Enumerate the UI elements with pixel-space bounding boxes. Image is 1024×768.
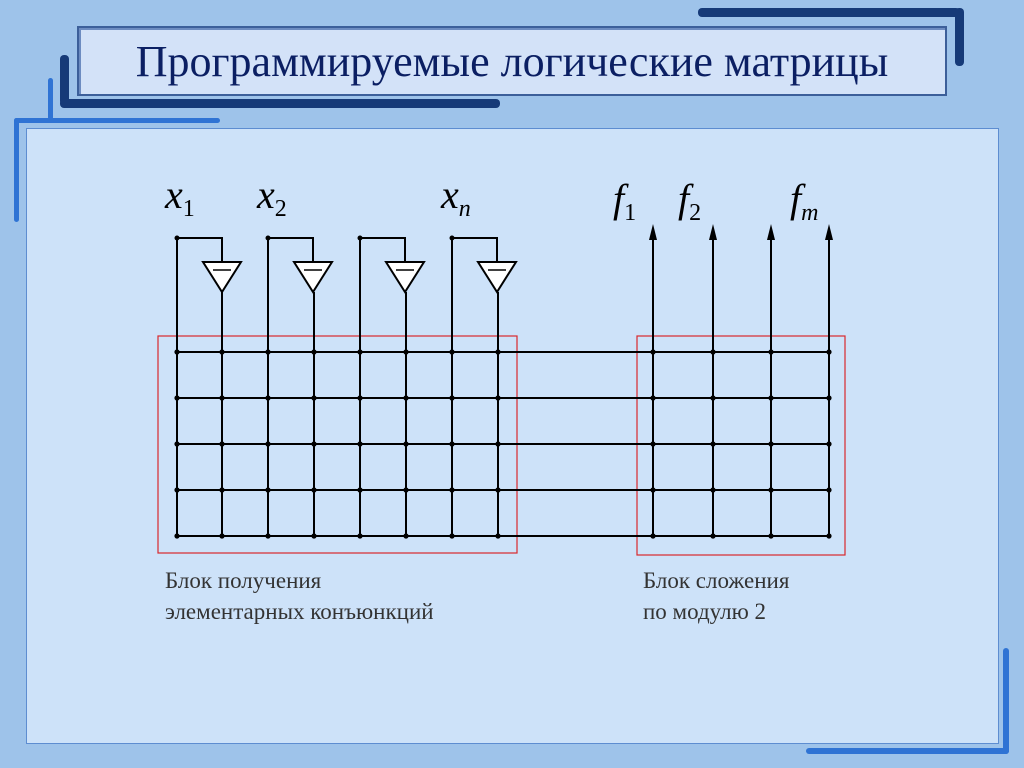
inverter-triangle bbox=[386, 262, 424, 292]
and-matrix-node bbox=[219, 533, 224, 538]
and-matrix-node bbox=[403, 441, 408, 446]
slide-title: Программируемые логические матрицы bbox=[135, 36, 889, 86]
and-block-caption-line-1: Блок получения bbox=[165, 568, 322, 593]
inverter-feed-wire bbox=[177, 238, 222, 262]
inverter-triangle bbox=[203, 262, 241, 292]
xor-matrix-node bbox=[768, 349, 773, 354]
xor-matrix-node bbox=[650, 487, 655, 492]
and-matrix-node bbox=[311, 487, 316, 492]
and-matrix-node bbox=[265, 395, 270, 400]
and-matrix-node bbox=[311, 395, 316, 400]
inverter-feed-wire bbox=[452, 238, 497, 262]
input-label-xn: $x_n$ bbox=[441, 172, 471, 222]
and-matrix-node bbox=[311, 533, 316, 538]
xor-matrix-node bbox=[826, 349, 831, 354]
xor-matrix-node bbox=[768, 487, 773, 492]
and-block-caption bbox=[165, 565, 434, 627]
output-arrow-head bbox=[709, 224, 717, 240]
and-matrix-node bbox=[174, 349, 179, 354]
output-arrow-head bbox=[825, 224, 833, 240]
output-label-f2: $f_2$ bbox=[678, 176, 702, 226]
and-matrix-node bbox=[311, 441, 316, 446]
and-matrix-node bbox=[357, 533, 362, 538]
and-matrix-node bbox=[265, 441, 270, 446]
and-matrix-node bbox=[357, 395, 362, 400]
xor-matrix-node bbox=[650, 533, 655, 538]
inverter-feed-wire bbox=[360, 238, 405, 262]
xor-matrix-node bbox=[710, 487, 715, 492]
output-label-f1: $f_1$ bbox=[613, 176, 637, 226]
and-matrix-node bbox=[449, 533, 454, 538]
and-matrix-node bbox=[174, 395, 179, 400]
and-matrix-node bbox=[219, 395, 224, 400]
output-arrow-head bbox=[767, 224, 775, 240]
and-block-caption-line-2: элементарных конъюнкций bbox=[165, 599, 434, 624]
xor-block-outline bbox=[637, 336, 845, 555]
and-matrix-node bbox=[403, 487, 408, 492]
xor-matrix-node bbox=[826, 441, 831, 446]
xor-matrix-node bbox=[710, 349, 715, 354]
and-matrix-node bbox=[357, 349, 362, 354]
input-label-x2: $x_2$ bbox=[257, 172, 287, 222]
and-matrix-node bbox=[174, 533, 179, 538]
xor-matrix-node bbox=[826, 533, 831, 538]
and-matrix-node bbox=[357, 441, 362, 446]
xor-matrix-node bbox=[650, 349, 655, 354]
and-matrix-node bbox=[403, 533, 408, 538]
output-label-fm: $f_m$ bbox=[790, 176, 819, 226]
and-matrix-node bbox=[265, 487, 270, 492]
and-matrix-node bbox=[449, 487, 454, 492]
and-matrix-node bbox=[449, 395, 454, 400]
and-matrix-node bbox=[219, 441, 224, 446]
inverter-triangle bbox=[478, 262, 516, 292]
xor-block-caption-line-1: Блок сложения bbox=[643, 568, 790, 593]
output-arrow-head bbox=[649, 224, 657, 240]
and-matrix-node bbox=[449, 349, 454, 354]
xor-matrix-node bbox=[826, 487, 831, 492]
and-matrix-node bbox=[174, 487, 179, 492]
xor-matrix-node bbox=[768, 533, 773, 538]
and-matrix-node bbox=[495, 349, 500, 354]
xor-matrix-node bbox=[650, 441, 655, 446]
inverter-triangle bbox=[294, 262, 332, 292]
inverter-feed-wire bbox=[268, 238, 313, 262]
and-matrix-node bbox=[265, 533, 270, 538]
and-matrix-node bbox=[449, 441, 454, 446]
input-label-x1: $x_1$ bbox=[165, 172, 195, 222]
and-matrix-node bbox=[219, 349, 224, 354]
and-matrix-node bbox=[265, 349, 270, 354]
xor-matrix-node bbox=[710, 395, 715, 400]
xor-matrix-node bbox=[826, 395, 831, 400]
and-matrix-node bbox=[357, 487, 362, 492]
and-matrix-node bbox=[403, 349, 408, 354]
and-matrix-node bbox=[174, 441, 179, 446]
xor-block-caption bbox=[643, 565, 789, 627]
and-matrix-node bbox=[495, 487, 500, 492]
and-matrix-node bbox=[219, 487, 224, 492]
and-matrix-node bbox=[495, 533, 500, 538]
and-matrix-node bbox=[403, 395, 408, 400]
xor-matrix-node bbox=[710, 533, 715, 538]
xor-matrix-node bbox=[710, 441, 715, 446]
xor-matrix-node bbox=[650, 395, 655, 400]
and-matrix-node bbox=[495, 395, 500, 400]
xor-matrix-node bbox=[768, 441, 773, 446]
xor-block-caption-line-2: по модулю 2 bbox=[643, 599, 767, 624]
xor-matrix-node bbox=[768, 395, 773, 400]
and-matrix-node bbox=[495, 441, 500, 446]
and-matrix-node bbox=[311, 349, 316, 354]
